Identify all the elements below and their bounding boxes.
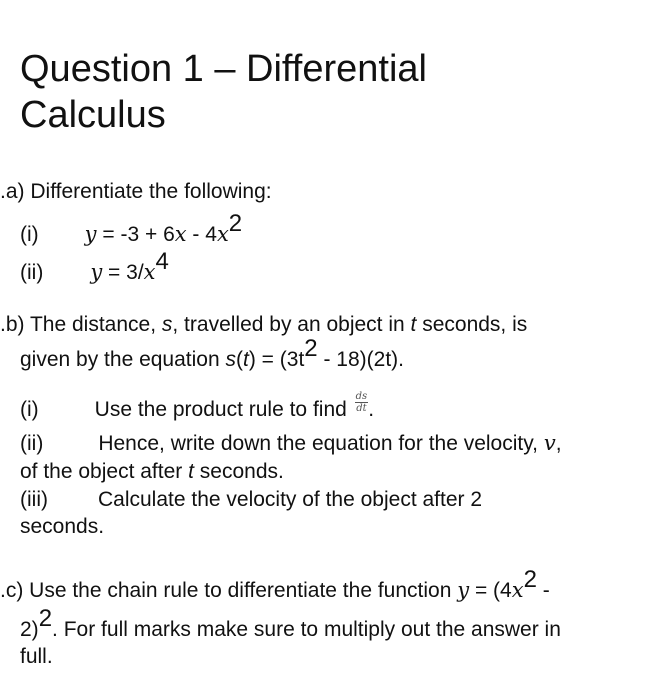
part-b-line2-s: s [225,348,236,371]
part-b-line2-open: ( [236,348,243,371]
part-c-line1-post: - [536,579,550,602]
part-a-label: .a) [0,180,25,203]
part-b-line1-mid: , travelled by an object in [172,313,411,336]
part-b-line2-pre: given by the equation [20,348,226,371]
part-b-line1-post: seconds, is [416,313,528,336]
part-b-item-ii-v: v [543,431,556,455]
part-c-line1-pre: Use the chain rule to differentiate the function [29,579,458,602]
part-a-item-i-y: y [84,222,97,246]
part-c-label: .c) [0,579,24,602]
part-b-line2-exp: 2 [304,335,318,362]
page-title [20,46,427,138]
part-a-item-ii-exp: 4 [155,248,169,275]
part-c-line2-exp: 2 [38,605,53,632]
part-b-cont-post: seconds. [193,460,284,483]
part-c-line3: full. [20,645,53,668]
part-b-item-i [20,390,375,422]
part-a-item-ii-eq: = 3/ [102,261,144,284]
part-a-item-i-x2: x [216,222,229,246]
part-b-line2-t: t [243,348,249,371]
part-b-line2-eq: ) = (3t [248,348,305,371]
part-b-label: .b) [0,313,25,336]
part-a-text: Differentiate the following: [30,180,272,203]
part-a-item-ii-label: (ii) [20,261,44,284]
part-b-line1-t: t [410,313,417,336]
part-b-line1-pre: The distance, [29,313,162,336]
part-c-line1-exp: 2 [523,566,537,593]
part-c-line-1 [0,566,550,603]
part-b-cont-t: t [188,460,194,483]
part-b-line2-post: - 18)(2t). [317,348,404,371]
title-line-1: Question 1 – Differential [20,48,427,90]
part-c-line-2 [20,605,561,642]
part-a-heading [0,180,272,204]
part-b-item-ii-label: (ii) [20,432,44,455]
part-b-item-ii-end: , [555,432,562,455]
part-b-line1-s: s [161,313,173,336]
part-b-item-ii-continuation [20,460,284,484]
part-b-item-i-end: . [368,398,375,421]
part-c-line1-eq: = (4 [469,579,512,602]
part-a-item-ii-x: x [143,260,156,284]
part-b-cont-pre: of the object after [20,460,189,483]
ds-dt-numerator: ds [355,390,368,402]
part-b-item-i-label: (i) [20,398,39,421]
part-c-line2-pre: 2) [20,618,39,641]
part-a-item-i-x1: x [174,222,187,246]
part-c-line1-x: x [511,578,524,602]
title-line-2: Calculus [20,94,166,136]
part-b-item-i-text: Use the product rule to find [94,398,353,421]
part-b-item-ii [20,431,562,456]
part-a-item-i-label: (i) [20,223,39,246]
part-b-item-iii-text: Calculate the velocity of the object after 2 [97,488,483,511]
ds-dt-denominator: dt [356,402,367,414]
part-b-item-iii-continuation [20,515,104,539]
part-b-item-iii-label: (iii) [20,488,48,511]
part-a-item-ii-y: y [90,260,103,284]
part-a-item-i-mid: - 4 [186,223,217,246]
part-c-line-3 [20,645,53,669]
part-b-item-iii-cont: seconds. [20,515,105,538]
part-a-item-ii [20,248,169,285]
part-c-line1-y: y [457,578,470,602]
part-b-item-iii [20,488,482,512]
part-b-item-ii-text: Hence, write down the equation for the velocity, [98,432,544,455]
part-c-line2-post: . For full marks make sure to multiply out the answer in [52,618,561,641]
part-a-item-i [20,210,243,247]
part-a-item-i-exp: 2 [228,210,243,237]
ds-dt-fraction [355,391,369,414]
part-b-line-1 [0,313,527,337]
part-b-line-2 [20,335,404,372]
part-a-item-i-eq: = -3 + 6 [96,223,175,246]
